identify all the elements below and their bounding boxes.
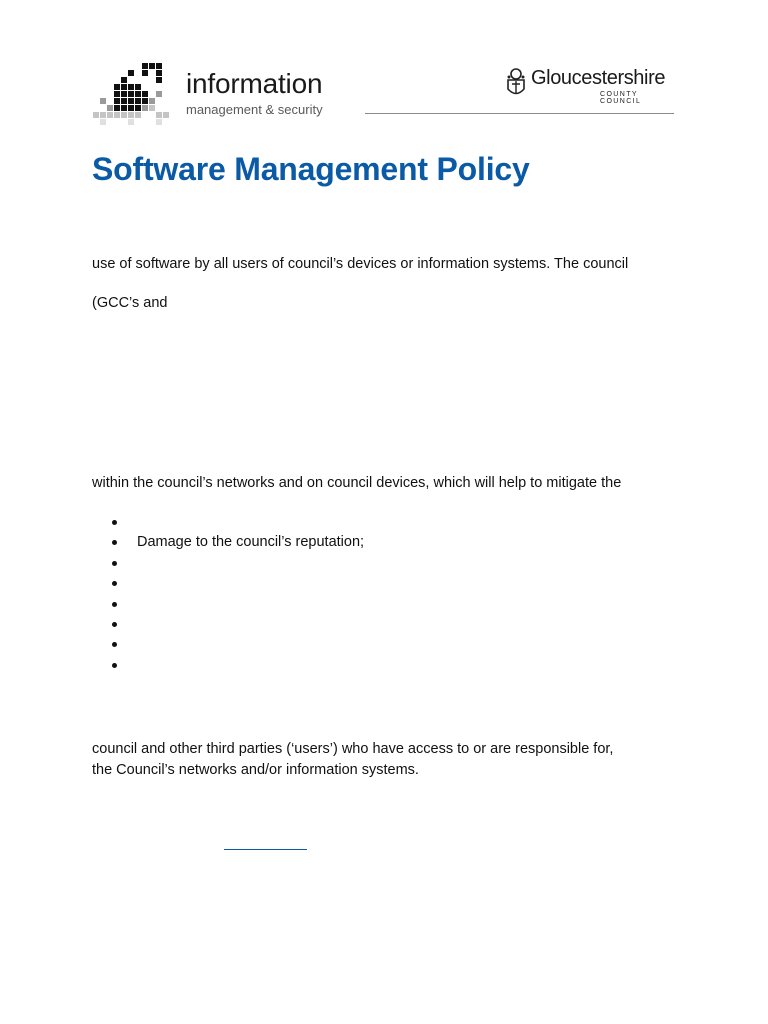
- users-paragraph-line: council and other third parties (‘users’) who have access to or are responsible for,: [92, 741, 614, 757]
- list-item: [112, 573, 364, 593]
- council-name: Gloucestershire: [531, 67, 666, 89]
- risk-intro-paragraph: within the council’s networks and on council devices, which will help to mitigate the: [92, 475, 622, 491]
- brand-text: [186, 70, 323, 117]
- users-paragraph: [92, 739, 613, 781]
- list-item: [112, 512, 364, 532]
- padlock-logo-icon: [92, 60, 178, 130]
- list-item: [112, 594, 364, 614]
- council-crest-icon: [505, 67, 527, 99]
- header-divider: [365, 113, 674, 114]
- brand-subtitle: management & security: [186, 102, 323, 117]
- gloucestershire-council-logo: [505, 67, 675, 103]
- list-item: [112, 634, 364, 654]
- list-item: [112, 553, 364, 573]
- information-management-logo: [92, 60, 352, 130]
- intro-paragraph: use of software by all users of council’s devices or information systems. The council: [92, 256, 629, 272]
- hyperlink-underline[interactable]: [224, 849, 307, 850]
- list-item: [112, 655, 364, 675]
- list-item: Damage to the council’s reputation;: [112, 532, 364, 552]
- users-paragraph-line: the Council’s networks and/or information systems.: [92, 762, 419, 778]
- risk-bullet-list: [112, 512, 364, 675]
- list-item: [112, 614, 364, 634]
- page-title: Software Management Policy: [92, 151, 530, 187]
- brand-title: information: [186, 68, 323, 99]
- council-subtitle: COUNTY COUNCIL: [600, 91, 642, 105]
- scope-fragment: (GCC’s and: [92, 295, 168, 311]
